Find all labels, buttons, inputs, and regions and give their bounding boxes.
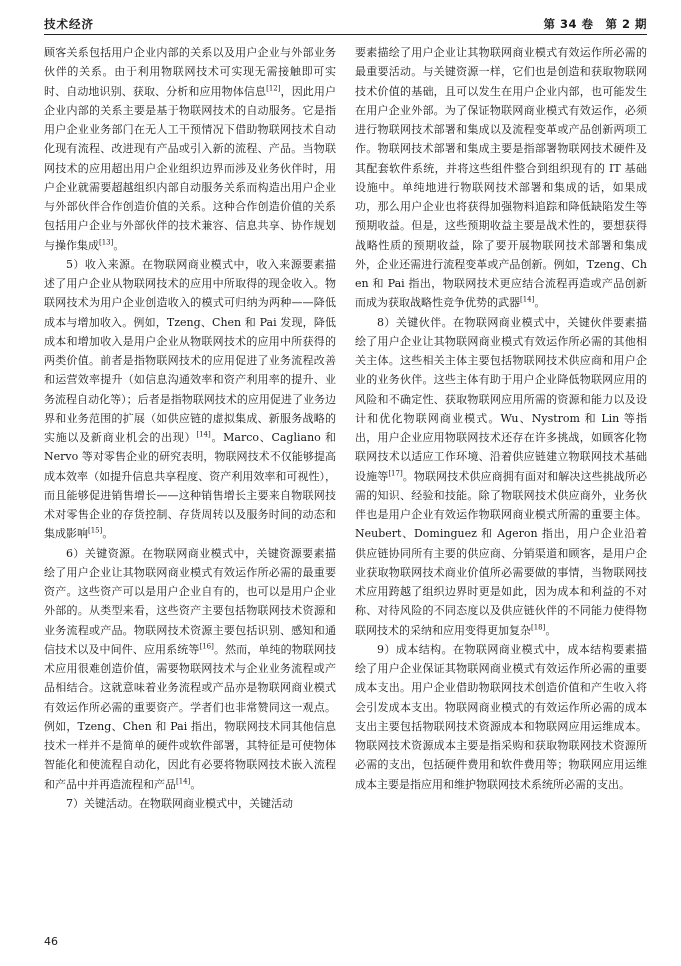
citation-ref: [16] <box>199 642 214 651</box>
body-paragraph: 5）收入来源。在物联网商业模式中，收入来源要素描述了用户企业从物联网技术的应用中所取得的现金收入。物联网技术为用户企业创造收入的模式可归纳为两种——降低成本与增加收入。例如，Tzeng、Chen 和 Pai 发现，降低成本和增加收入是用户企业从物联网技术的应用中所获得的两类价值。前者是指物联网技术的应用促进了业务流程改善和运营效率提升（如信息沟通效率和资产利用率的提升、业务流程自动化等）；后者是指物联网技术的应用促进了业务边界和业务范围的扩展（如供应链的虚拟集成、新服务战略的实施以及新商业机会的出现）[14]。Marco、Cagliano 和 Nervo 等对零售企业的研究表明，物联网技术不仅能够提高成本效率（如提升信息共享程度、资产利用效率和可视性），而且能够促进销售增长——这种销售增长主要来自物联网技术对零售企业的存货控制、存货周转以及服务时间的动态和集成影响[15]。 <box>44 257 336 541</box>
right-text-column <box>355 43 647 794</box>
journal-section-title: 技术经济 <box>44 17 94 31</box>
body-paragraph: 7）关键活动。在物联网商业模式中，关键活动 <box>66 796 293 810</box>
citation-ref: [14] <box>520 295 535 304</box>
citation-ref: [14] <box>196 430 211 439</box>
body-paragraph: 要素描绘了用户企业让其物联网商业模式有效运作所必需的最重要活动。与关键资源一样，它们也是创造和获取物联网技术价值的基础，且可以发生在用户企业内部，也可能发生在用户企业外部。为了保证物联网商业模式有效运作，必须进行物联网技术部署和集成以及流程变革或产品创新两项工作。物联网技术部署和集成主要是指部署物联网技术硬件及其配套软件系统，并将这些组件整合到组织现有的 IT 基础设施中。单纯地进行物联网技术部署和集成的话，如果成功，那么用户企业也将获得加强物料追踪和降低缺陷发生等预期收益。但是，这些预期收益主要是战术性的，要想获得战略性质的预期收益，除了要开展物联网技术部署和集成外，企业还需进行流程变革或产品创新。例如，Tzeng、Chen 和 Pai 指出，物联网技术更应结合流程再造或产品创新而成为获取战略性竞争优势的武器[14]。 <box>355 46 647 310</box>
citation-ref: [17] <box>388 468 403 477</box>
citation-ref: [12] <box>266 83 281 92</box>
running-header <box>44 14 647 35</box>
citation-ref: [18] <box>531 622 546 631</box>
citation-ref: [15] <box>88 526 103 535</box>
citation-ref: [14] <box>176 776 191 785</box>
page-number: 46 <box>44 935 58 948</box>
body-paragraph: 8）关键伙伴。在物联网商业模式中，关键伙伴要素描绘了用户企业让其物联网商业模式有效运作所必需的其他相关主体。这些相关主体主要包括物联网技术供应商和用户企业的业务伙伴。这些主体有助于用户企业降低物联网应用的风险和不确定性、获取物联网应用所需的资源和能力以及设计和优化物联网商业模式。Wu、Nystrom 和 Lin 等指出，用户企业应用物联网技术还存在许多挑战，如顾客化物联网技术以适应工作环境、沿着供应链建立物联网技术基础设施等[17]。物联网技术供应商拥有面对和解决这些挑战所必需的知识、经验和技能。除了物联网技术供应商外，业务伙伴也是用户企业有效运作物联网商业模式所需的重要主体。Neubert、Dominguez 和 Ageron 指出，用户企业沿着供应链协同所有主要的供应商、分销渠道和顾客，是用户企业获取物联网技术商业价值所必需要做的事情，当物联网技术应用跨越了组织边界时更是如此，因为成本和利益的不对称、对待风险的不同态度以及供应链伙伴的不同能力使得物联网技术的采纳和应用变得更加复杂[18]。 <box>355 315 648 637</box>
citation-ref: [13] <box>99 237 114 246</box>
body-paragraph: 顾客关系包括用户企业内部的关系以及用户企业与外部业务伙伴的关系。由于利用物联网技术可实现无需接触即可实时、自动地识别、获取、分析和应用物体信息[12]，因此用户企业内部的关系主要是基于物联网技术的自动服务。它是指用户企业业务部门在无人工干预情况下借助物联网技术自动化现有流程、改进现有产品或引入新的流程、产品。当物联网技术的应用超出用户企业组织边界而涉及业务伙伴时，用户企业就需要超越组织内部自动服务关系而构造出用户企业与外部伙伴合作创造价值的关系。这种合作创造价值的关系包括用户企业与外部伙伴的技术兼容、信息共享、协作规划与操作集成[13]。 <box>44 46 337 252</box>
body-paragraph: 9）成本结构。在物联网商业模式中，成本结构要素描绘了用户企业保证其物联网商业模式有效运作所必需的重要成本支出。用户企业借助物联网技术创造价值和产生收入将会引发成本支出。物联网商业模式的有效运作所必需的成本支出主要包括物联网技术资源成本和物联网应用运维成本。物联网技术资源成本主要是指采购和获取物联网技术资源所必需的支出，包括硬件费用和软件费用等；物联网应用运维成本主要是指应用和维护物联网技术系统所必需的支出。 <box>355 642 647 791</box>
left-text-column <box>44 43 336 813</box>
volume-issue-label: 第 34 卷 第 2 期 <box>543 17 647 31</box>
body-paragraph: 6）关键资源。在物联网商业模式中，关键资源要素描绘了用户企业让其物联网商业模式有效运作所必需的最重要资产。这些资产可以是用户企业自有的，也可以是用户企业外部的。从类型来看，这些资产主要包括物联网技术资源和业务流程或产品。物联网技术资源主要包括识别、感知和通信技术以及中间件、应用系统等[16]。然而，单纯的物联网技术应用很难创造价值，需要物联网技术与企业业务流程或产品相结合。这就意味着业务流程或产品亦是物联网商业模式有效运作所必需的重要资产。学者们也非常赞同这一观点。例如，Tzeng、Chen 和 Pai 指出，物联网技术同其他信息技术一样并不是简单的硬件或软件部署，其特征是可使物体智能化和使流程自动化，因此有必要将物联网技术嵌入流程和产品中并再造流程和产品[14]。 <box>44 546 337 791</box>
